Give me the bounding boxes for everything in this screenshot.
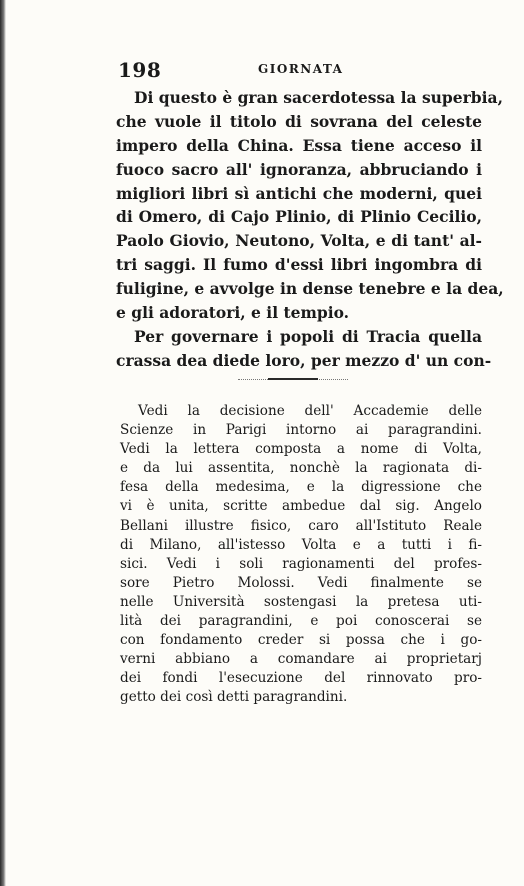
text-line: fuligine, e avvolge in dense tenebre e la dea,	[116, 279, 504, 299]
footnote-line: Vedi la lettera composta a nome di Volta,	[120, 441, 482, 458]
text-line: migliori libri sì antichi che moderni, quei	[116, 183, 482, 203]
text-line: tri saggi. Il fumo d'essi libri ingombra di	[116, 255, 482, 275]
text-line: e gli adoratori, e il tempio.	[116, 303, 350, 323]
running-head: GIORNATA	[258, 62, 344, 76]
footnote-line: getto dei così detti paragrandini.	[120, 689, 348, 706]
footnote-line: sici. Vedi i soli ragionamenti del profes-	[120, 555, 482, 572]
text-line: Di questo è gran sacerdotessa la superbia,	[134, 88, 503, 107]
page-header	[118, 58, 478, 82]
text-line: di Omero, di Cajo Plinio, di Plinio Cecilio,	[116, 207, 482, 227]
footnote-line: verni abbiano a comandare ai proprietarj	[120, 651, 482, 668]
footnote-line: con fondamento creder si possa che i go-	[120, 632, 482, 649]
text-line: impero della China. Essa tiene acceso il	[116, 135, 482, 155]
page-number: 198	[118, 58, 162, 82]
footnote-line: vi è unita, scritte ambedue dal sig. Angelo	[120, 498, 482, 515]
footnote-line: dei fondi l'esecuzione del rinnovato pro-	[120, 670, 482, 687]
footnote-line: sore Pietro Molossi. Vedi finalmente se	[120, 574, 482, 591]
footnote-line: e da lui assentita, nonchè la ragionata di-	[120, 460, 482, 477]
footnote-line: fesa della medesima, e la digressione che	[120, 479, 482, 496]
footnote-line: di Milano, all'istesso Volta e a tutti i fi-	[120, 536, 482, 553]
text-line: Per governare i popoli di Tracia quella	[134, 326, 482, 346]
page-binding-edge	[0, 0, 6, 886]
text-line: che vuole il titolo di sovrana del celeste	[116, 111, 482, 131]
main-text	[116, 86, 504, 373]
footnote	[120, 402, 482, 708]
text-line: crassa dea diede loro, per mezzo d' un con-	[116, 350, 492, 370]
footnote-line: Scienze in Parigi intorno ai paragrandini.	[120, 422, 482, 439]
footnote-line: Bellani illustre fisico, caro all'Istituto Reale	[120, 517, 482, 534]
footnote-line: lità dei paragrandini, e poi conoscerai se	[120, 613, 482, 630]
text-line: fuoco sacro all' ignoranza, abbruciando i	[116, 159, 482, 179]
footnote-separator	[268, 378, 318, 380]
footnote-line: Vedi la decisione dell' Accademie delle	[138, 403, 482, 419]
footnote-line: nelle Università sostengasi la pretesa uti-	[120, 593, 482, 610]
text-line: Paolo Giovio, Neutono, Volta, e di tant' al-	[116, 231, 482, 251]
